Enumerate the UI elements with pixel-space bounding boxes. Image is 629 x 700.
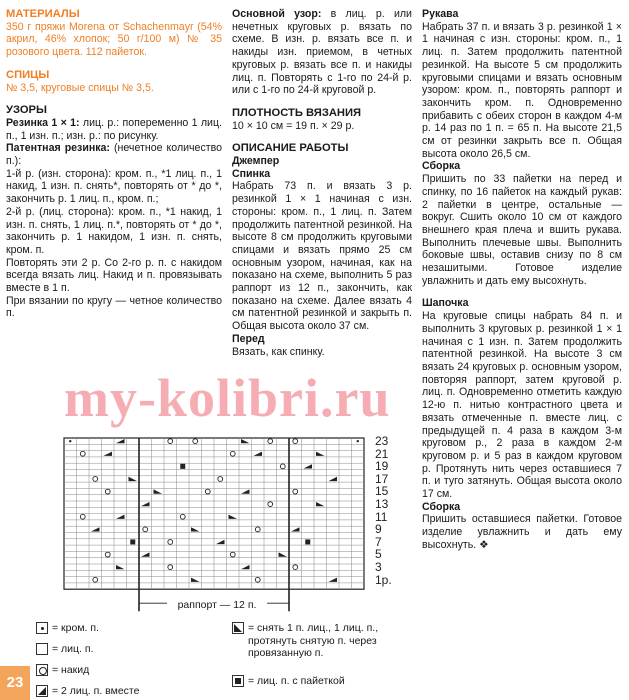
row-number: 1р. xyxy=(375,572,392,587)
watermark: my-kolibri.ru xyxy=(64,368,391,428)
page-number: 23 xyxy=(0,666,30,700)
column-middle xyxy=(232,8,412,358)
main-pattern-label: Основной узор: xyxy=(232,8,322,20)
patent-row2: 2-й р. (лиц. сторона): кром. п., *1 накид, 1 изн. п. снять, 1 лиц. п.*, повторять от * до *, закончить р. 1 накидом, 1 изн. п. снять, кром. п. xyxy=(6,205,222,256)
chart-legend xyxy=(36,622,406,700)
row-number: 3 xyxy=(375,560,382,574)
patent-repeat: Повторять эти 2 р. Со 2-го р. п. с накидом всегда вязать лиц. Накид и п. провязывать вместе в 1 п. xyxy=(6,256,222,295)
column-left xyxy=(6,8,222,320)
patent-text: (нечетное количество п.): xyxy=(6,142,222,168)
row-number: 5 xyxy=(375,547,382,562)
knitting-chart xyxy=(62,436,402,616)
description-title: ОПИСАНИЕ РАБОТЫ xyxy=(232,142,349,155)
jumper-title: Джемпер xyxy=(232,155,280,168)
row-number: 13 xyxy=(375,497,389,511)
patent-row1: 1-й р. (изн. сторона): кром. п., *1 лиц. п., 1 накид, 1 изн. п. снять*, повторять от * до *, закончить р. 1 лиц. п., кром. п.; xyxy=(6,167,222,206)
legend-slip: = снять 1 п. лиц., 1 лиц. п., протянуть снятую п. через провязанную п. xyxy=(232,622,402,660)
main-pattern-paragraph xyxy=(232,8,412,97)
gauge-text: 10 × 10 см = 19 п. × 29 р. xyxy=(232,119,355,132)
sequin-stitch-icon xyxy=(232,675,244,687)
back-title: Спинка xyxy=(232,167,271,180)
row-number: 9 xyxy=(375,522,382,537)
needles-text: № 3,5, круговые спицы № 3,5. xyxy=(6,81,154,94)
ssk-icon xyxy=(232,622,244,634)
hat-assembly-title: Сборка xyxy=(422,500,461,513)
row-number: 17 xyxy=(375,471,389,486)
row-number: 23 xyxy=(375,434,389,448)
back-text: Набрать 73 п. и вязать 3 р. резинкой 1 × 1 начиная с изн. стороны: кром. п., 1 лиц. п. Затем продолжить патентной резинкой. На высоте 8 см продолжить круговыми спицами и вязать прямо 25 см основным узором, начиная, как на показано на схеме, выполнить 5 раз раппорт из 12 п., закончить, как показано на схеме. Далее вязать 4 см патентной резинкой и закрыть п. Общая высота около 37 см. xyxy=(232,180,412,333)
legend-k2tog: = 2 лиц. п. вместе xyxy=(36,685,139,698)
front-title: Перед xyxy=(232,332,265,345)
chart-grid xyxy=(62,436,402,616)
rib-text: лиц. р.: попеременно 1 лиц. п., 1 изн. п.; изн. р.: по рисунку. xyxy=(6,116,222,142)
hat-title: Шапочка xyxy=(422,297,469,310)
materials-title: МАТЕРИАЛЫ xyxy=(6,8,80,20)
sleeve-title: Рукава xyxy=(422,8,459,20)
hat-text: На круговые спицы набрать 84 п. и выполнить 3 круговых р. резинкой 1 × 1 начиная с 1 изн. п. Затем продолжить патентной резинкой. На высоте 3 см вязать 24 круговых р. основным узором, повторяя раппорт, затем круговой р. лиц. п. Одновременно отметить каждую 12-ю п. нитью контрастного цвета и вязать отмеченные п. вместе лиц. с предыдущей п. 4 раза в каждом 3-м круговом р., 2 раза в каждом 2-м круговом р. и 5 раз в каждом круговом р. Протянуть нить через оставшиеся 7 п. и туго затянуть. Общая высота около 17 см. xyxy=(422,310,622,501)
main-pattern-text: в лиц. р. или нечетных круговых р. вязать по схеме. В изн. р. вязать все п. и накиды изн. приемом, в четных круговых р. вязать все п. и накиды лиц. п. Повторять с 1-го по 24-й р. или с 1-го по 24-й круговой р. xyxy=(232,8,412,97)
row-number: 7 xyxy=(375,534,382,549)
assembly-title: Сборка xyxy=(422,160,461,173)
legend-yo: = накид xyxy=(36,664,89,677)
row-number: 19 xyxy=(375,459,389,474)
row-number: 21 xyxy=(375,446,389,461)
assembly-text: Пришить по 33 пайетки на перед и спинку, по 16 пайеток на каждый рукав: 2 пайетки в центре, остальные — вокруг. Сшить около 10 см от каждого внешнего края плеча и вшить рукава. Выполнить плечевые швы. Выполнить боковые швы, оставив снизу по 8 см незашитыми. Готовое изделие увлажнить и дать ему высохнуть. xyxy=(422,173,622,287)
patent-round: При вязании по кругу — четное количество п. xyxy=(6,294,222,320)
rib-label: Резинка 1 × 1: xyxy=(6,116,80,129)
legend-knit: = лиц. п. xyxy=(36,643,94,656)
hat-assembly-text: Пришить оставшиеся пайетки. Готовое изделие увлажнить и дать ему высохнуть. ❖ xyxy=(422,513,622,551)
knit-stitch-icon xyxy=(36,643,48,655)
yarn-over-icon xyxy=(36,664,48,676)
legend-edge: = кром. п. xyxy=(36,622,99,635)
row-number: 11 xyxy=(375,509,388,524)
k2tog-icon xyxy=(36,685,48,697)
legend-sequin: = лиц. п. с пайеткой xyxy=(232,675,345,688)
row-number: 15 xyxy=(375,484,389,499)
column-right xyxy=(422,8,622,552)
patent-paragraph xyxy=(6,142,222,167)
gauge-title: ПЛОТНОСТЬ ВЯЗАНИЯ xyxy=(232,106,362,119)
rib-paragraph xyxy=(6,117,222,142)
patent-label: Патентная резинка: xyxy=(6,142,110,155)
repeat-label: раппорт — 12 п. xyxy=(167,599,267,612)
needles-title: СПИЦЫ xyxy=(6,68,50,81)
sleeve-text: Набрать 37 п. и вязать 3 р. резинкой 1 × 1 начиная с изн. стороны: кром. п., 1 лиц. п. Затем продолжить патентной резинкой. На высоте 5 см продолжить круговыми спицами и вязать основным узором: кром. п., повторять раппорт и закончить кром. п. Одновременно прибавить с обеих сторон в каждом 4-м р. 14 раз по 1 п. = 65 п. На высоте 21,5 см от резинки закрыть все п. Общая высота около 26,5 см. xyxy=(422,20,622,160)
edge-stitch-icon xyxy=(36,622,48,634)
materials-text: 350 г пряжи Morena от Schachenmayr (54% акрил, 46% хлопок; 50 г/100 м) № 35 розового цвета. 112 пайеток. xyxy=(6,20,222,59)
patterns-title: УЗОРЫ xyxy=(6,104,47,117)
front-text: Вязать, как спинку. xyxy=(232,345,325,358)
